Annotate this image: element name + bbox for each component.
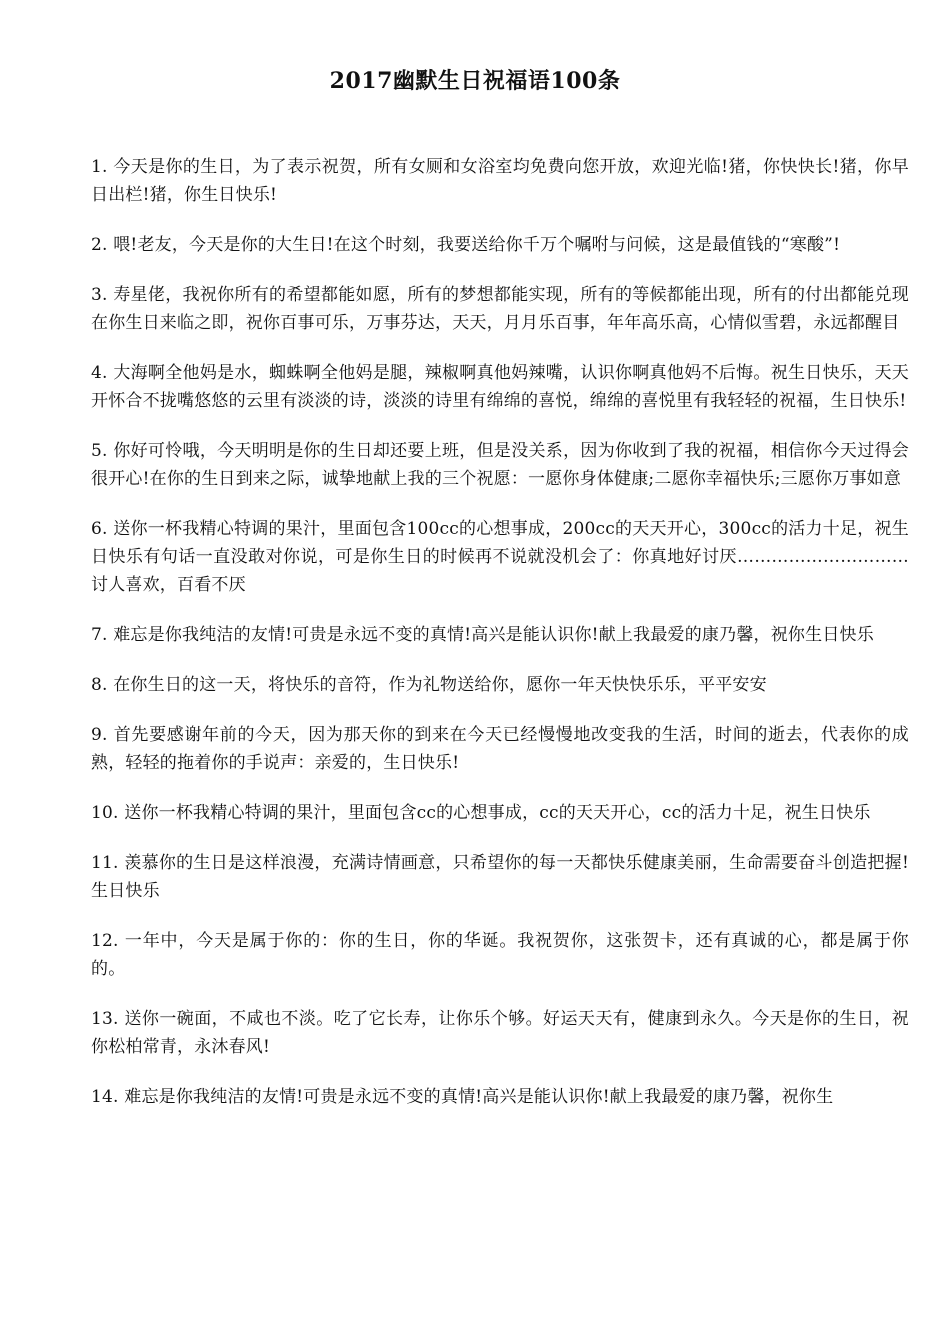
list-item: 14. 难忘是你我纯洁的友情!可贵是永远不变的真情!高兴是能认识你!献上我最爱的康乃馨，祝你生 [91,1087,834,1107]
list-item: 2. 喂!老友，今天是你的大生日!在这个时刻，我要送给你千万个嘱咐与问候，这是最值钱的“寒酸”! [91,235,841,255]
list-item: 10. 送你一杯我精心特调的果汁，里面包含cc的心想事成，cc的天天开心，cc的活力十足，祝生日快乐 [91,803,871,823]
list-item: 13. 送你一碗面，不咸也不淡。吃了它长寿，让你乐个够。好运天天有，健康到永久。今天是你的生日，祝你松柏常青，永沐春风! [91,1009,909,1057]
blessing-list [91,153,909,1133]
list-item: 7. 难忘是你我纯洁的友情!可贵是永远不变的真情!高兴是能认识你!献上我最爱的康乃馨，祝你生日快乐 [91,625,874,645]
list-item: 5. 你好可怜哦，今天明明是你的生日却还要上班，但是没关系，因为你收到了我的祝福，相信你今天过得会很开心!在你的生日到来之际，诚挚地献上我的三个祝愿：一愿你身体健康;二愿你幸福快乐;三愿你万事如意 [91,441,909,489]
list-item: 8. 在你生日的这一天，将快乐的音符，作为礼物送给你，愿你一年天快快乐乐，平平安安 [91,675,767,695]
list-item: 3. 寿星佬，我祝你所有的希望都能如愿，所有的梦想都能实现，所有的等候都能出现，所有的付出都能兑现在你生日来临之即，祝你百事可乐，万事芬达，天天，月月乐百事，年年高乐高，心情似雪碧，永远都醒目 [91,285,909,333]
list-item: 4. 大海啊全他妈是水，蜘蛛啊全他妈是腿，辣椒啊真他妈辣嘴，认识你啊真他妈不后悔。祝生日快乐，天天开怀合不拢嘴悠悠的云里有淡淡的诗，淡淡的诗里有绵绵的喜悦，绵绵的喜悦里有我轻轻的祝福，生日快乐! [91,363,909,411]
list-item: 9. 首先要感谢年前的今天，因为那天你的到来在今天已经慢慢地改变我的生活，时间的逝去，代表你的成熟，轻轻的拖着你的手说声：亲爱的，生日快乐! [91,725,909,773]
list-item: 11. 羡慕你的生日是这样浪漫，充满诗情画意，只希望你的每一天都快乐健康美丽，生命需要奋斗创造把握!生日快乐 [91,853,909,901]
list-item: 6. 送你一杯我精心特调的果汁，里面包含100cc的心想事成，200cc的天天开心，300cc的活力十足，祝生日快乐有句话一直没敢对你说，可是你生日的时候再不说就没机会了：你真地好讨厌…………………………讨人喜欢，百看不厌 [91,519,909,595]
list-item: 1. 今天是你的生日，为了表示祝贺，所有女厕和女浴室均免费向您开放，欢迎光临!猪，你快快长!猪，你早日出栏!猪，你生日快乐! [91,157,909,205]
list-item: 12. 一年中，今天是属于你的：你的生日，你的华诞。我祝贺你，这张贺卡，还有真诚的心，都是属于你的。 [91,931,909,979]
document-title: 2017幽默生日祝福语100条 [329,68,621,94]
